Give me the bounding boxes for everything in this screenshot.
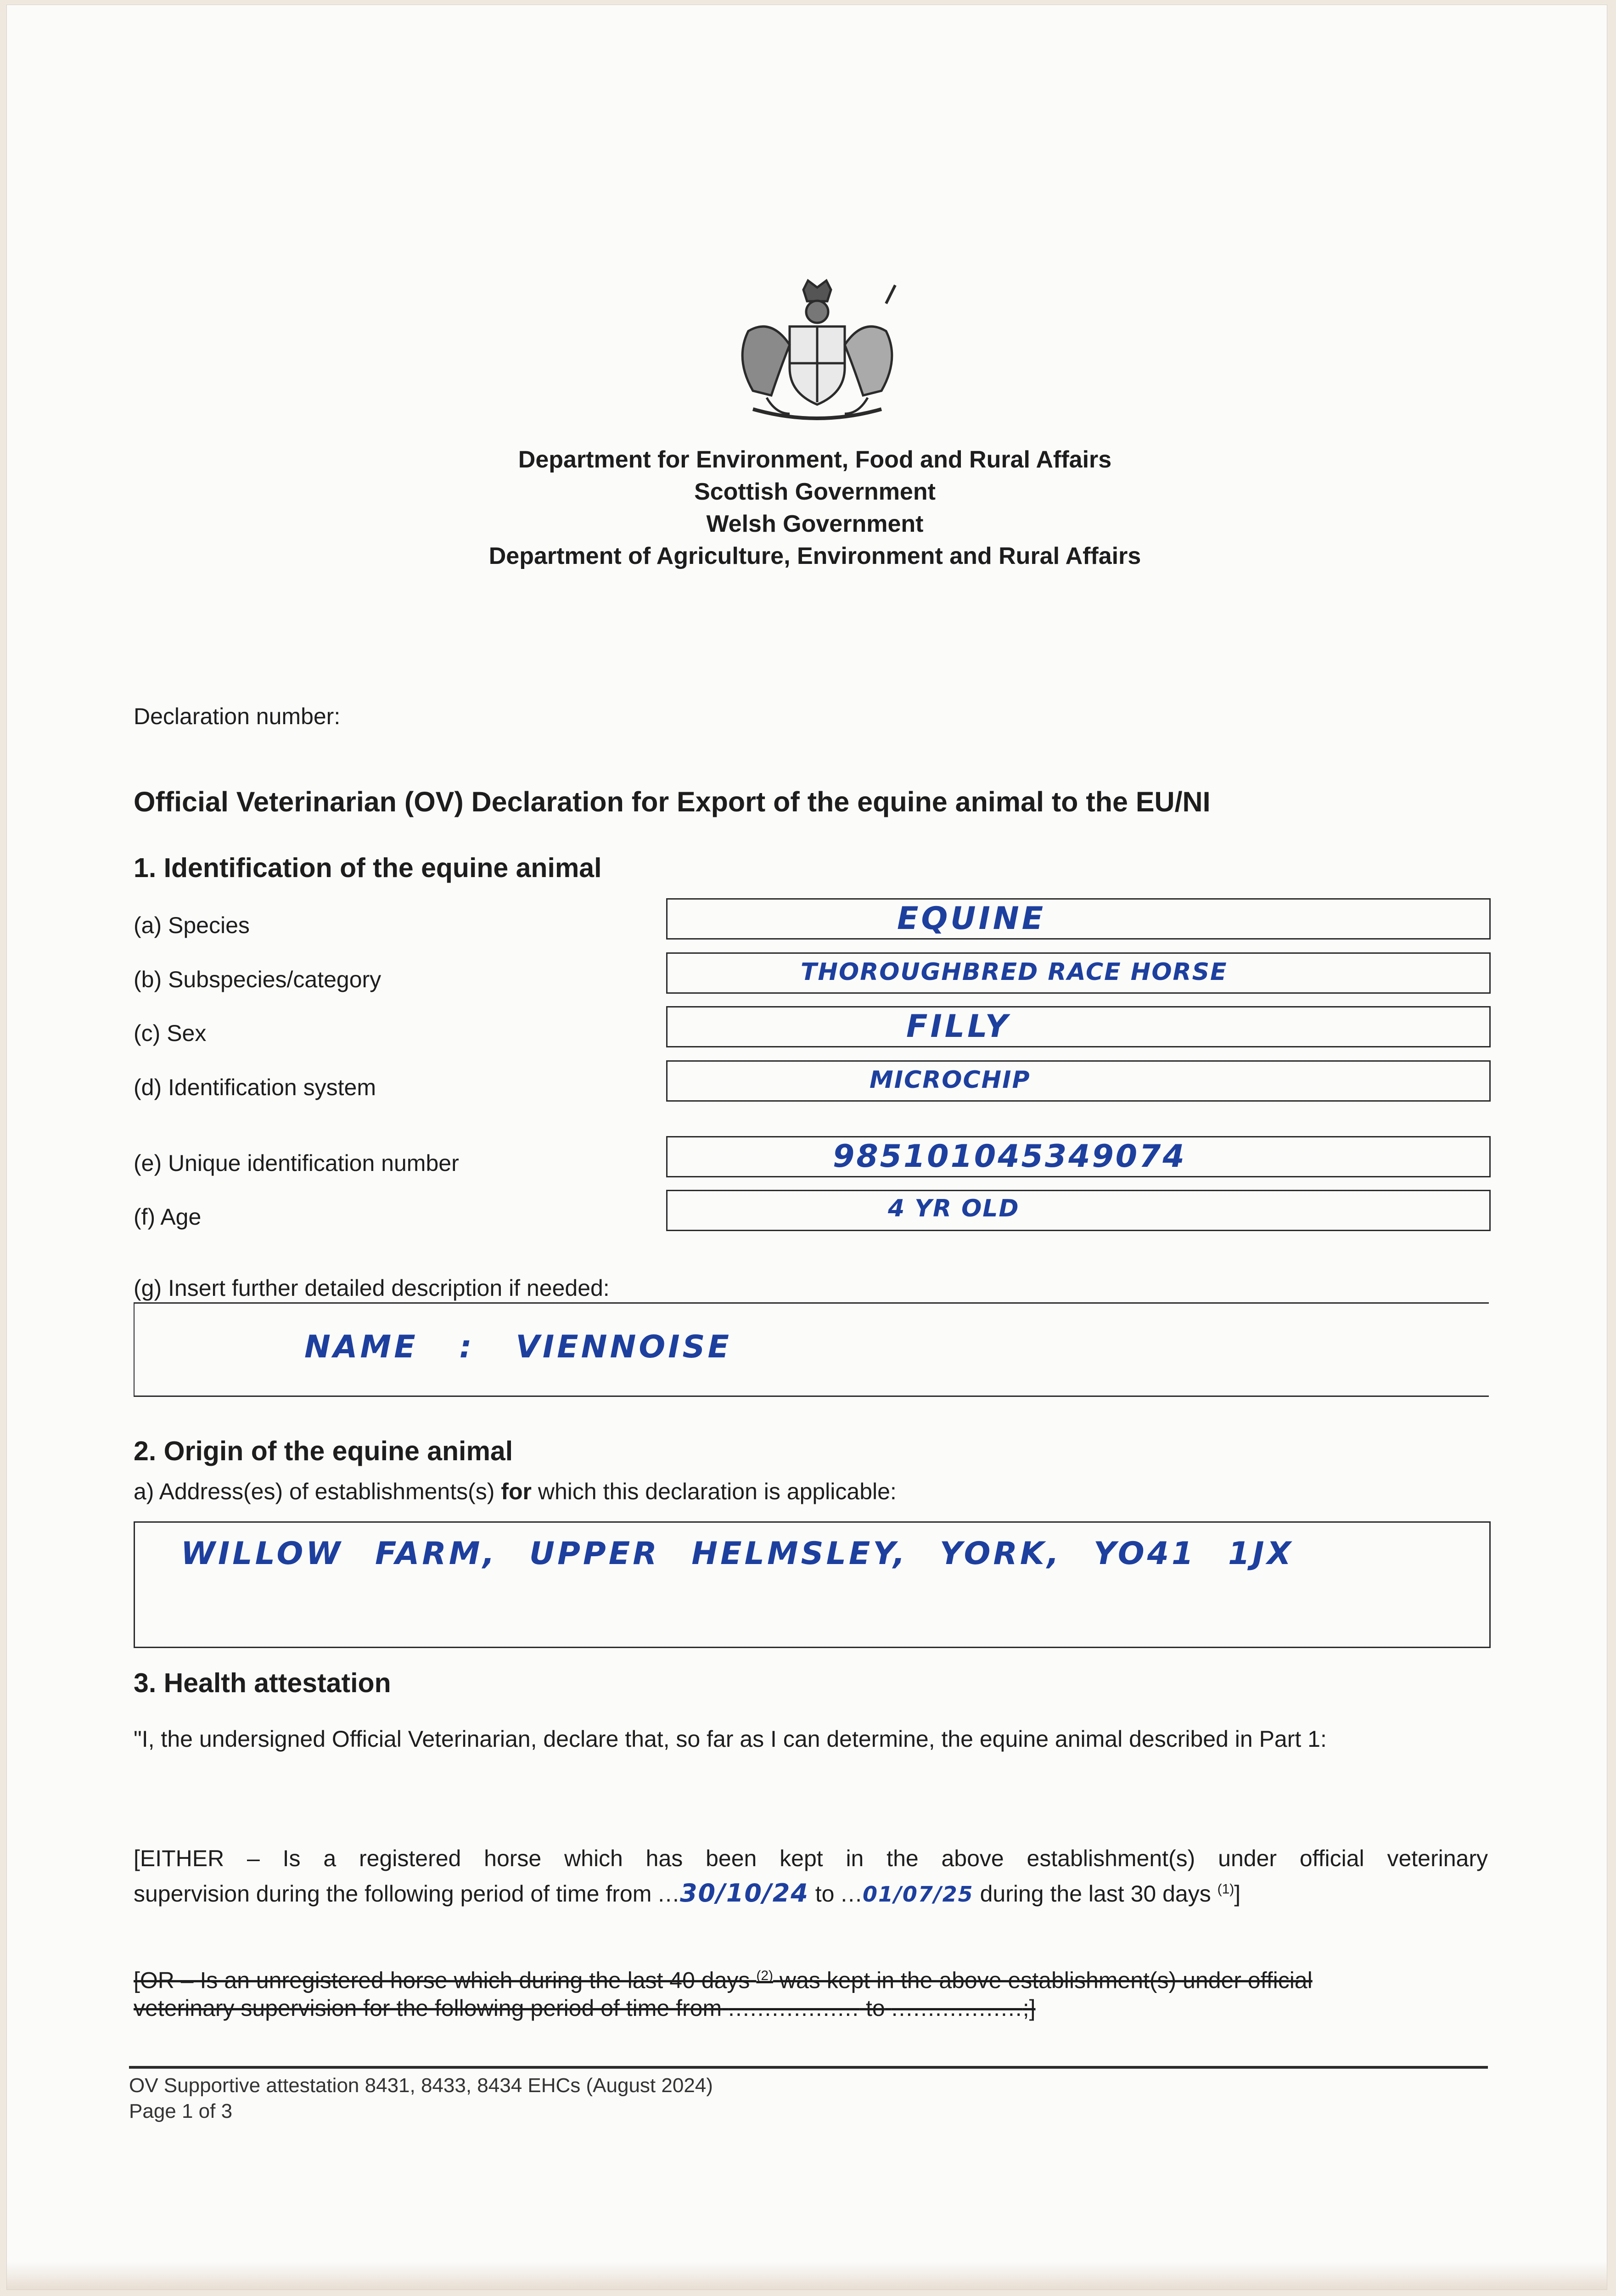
further-description-label: (g) Insert further detailed description if needed:	[134, 1275, 610, 1301]
unique-id-number-value: 985101045349074	[833, 1138, 1186, 1175]
age-field[interactable]	[666, 1190, 1491, 1231]
subspecies-field[interactable]	[666, 952, 1491, 994]
sex-value: FILLY	[906, 1008, 1011, 1045]
unique-id-number-field[interactable]	[666, 1136, 1491, 1177]
establishment-address-value: WILLOW FARM, UPPER HELMSLEY, YORK, YO41 1JX	[181, 1536, 1294, 1572]
age-label: (f) Age	[134, 1204, 202, 1230]
declaration-title: Official Veterinarian (OV) Declaration for Export of the equine animal to the EU/NI	[134, 786, 1211, 817]
age-value: 4 YR OLD	[888, 1195, 1020, 1222]
document-page	[6, 5, 1607, 2290]
identification-system-value: MICROCHIP	[870, 1066, 1031, 1094]
address-label-bold: for	[501, 1479, 532, 1504]
section-2-heading: 2. Origin of the equine animal	[134, 1436, 513, 1466]
department-name-defra: Department for Environment, Food and Rural Affairs	[518, 446, 1112, 473]
establishment-address-label	[134, 1478, 897, 1505]
either-clause-end: during the last 30 days	[980, 1881, 1211, 1907]
species-label: (a) Species	[134, 912, 250, 938]
or-clause-period-text: veterinary supervision for the following period of time from	[134, 1995, 722, 2021]
either-close-bracket: ]	[1234, 1881, 1241, 1907]
department-name-welsh-government: Welsh Government	[706, 511, 924, 537]
identification-system-field[interactable]	[666, 1060, 1491, 1102]
species-value: EQUINE	[897, 900, 1046, 937]
health-attestation-intro: "I, the undersigned Official Veterinarian, declare that, so far as I can determine, the equine animal described in Part 1:	[134, 1726, 1327, 1752]
royal-coat-of-arms-emblem	[721, 276, 914, 432]
section-3-heading: 3. Health attestation	[134, 1668, 391, 1698]
unique-id-number-label: (e) Unique identification number	[134, 1150, 459, 1176]
sex-label: (c) Sex	[134, 1020, 207, 1046]
department-name-daera: Department of Agriculture, Environment and Rural Affairs	[488, 543, 1141, 569]
subspecies-value: THOROUGHBRED RACE HORSE	[801, 958, 1228, 986]
either-clause-line2: supervision during the following period of time from ...30/10/24 to ...01/07/25 during the last 30 days $^{(1)}$]	[134, 1879, 1241, 1908]
section-1-heading: 1. Identification of the equine animal	[134, 853, 602, 883]
or-clause-start: [OR – Is an unregistered horse which during the last 40 days	[134, 1967, 750, 1993]
address-label-end: which this declaration is applicable:	[531, 1479, 897, 1504]
footer-page-number: Page 1 of 3	[129, 2100, 233, 2122]
species-field[interactable]	[666, 898, 1491, 940]
or-close-bracket: ;]	[1022, 1995, 1036, 2021]
establishment-address-field[interactable]	[134, 1521, 1491, 1648]
department-name-scottish-government: Scottish Government	[694, 478, 936, 505]
further-description-value: NAME : VIENNOISE	[304, 1329, 732, 1365]
or-clause-line2: veterinary supervision for the following period of time from .................. to ..................;]	[134, 1995, 1036, 2021]
identification-system-label: (d) Identification system	[134, 1075, 376, 1100]
sex-field[interactable]	[666, 1006, 1491, 1047]
subspecies-label: (b) Subspecies/category	[134, 967, 382, 992]
address-label-start: a) Address(es) of establishments(s)	[134, 1479, 501, 1504]
supervision-to-date: 01/07/25	[863, 1882, 974, 1907]
either-clause-line1: [EITHER – Is a registered horse which has been kept in the above establishment(s) under official veterinary	[134, 1846, 1488, 1871]
declaration-number-label: Declaration number:	[134, 703, 341, 729]
either-clause-text: supervision during the following period of time from	[134, 1881, 652, 1907]
or-to-word: to	[866, 1995, 885, 2021]
footnote-2-marker: (2)	[756, 1968, 773, 1983]
footer-attestation-reference: OV Supportive attestation 8431, 8433, 8434 EHCs (August 2024)	[129, 2074, 713, 2097]
footnote-1-marker: (1)	[1217, 1881, 1234, 1897]
further-description-field[interactable]	[134, 1302, 1489, 1397]
or-clause-end: was kept in the above establishment(s) under official	[779, 1967, 1313, 1993]
footer-divider	[129, 2066, 1488, 2069]
either-to-word: to	[815, 1881, 835, 1907]
supervision-from-date: 30/10/24	[679, 1879, 809, 1908]
